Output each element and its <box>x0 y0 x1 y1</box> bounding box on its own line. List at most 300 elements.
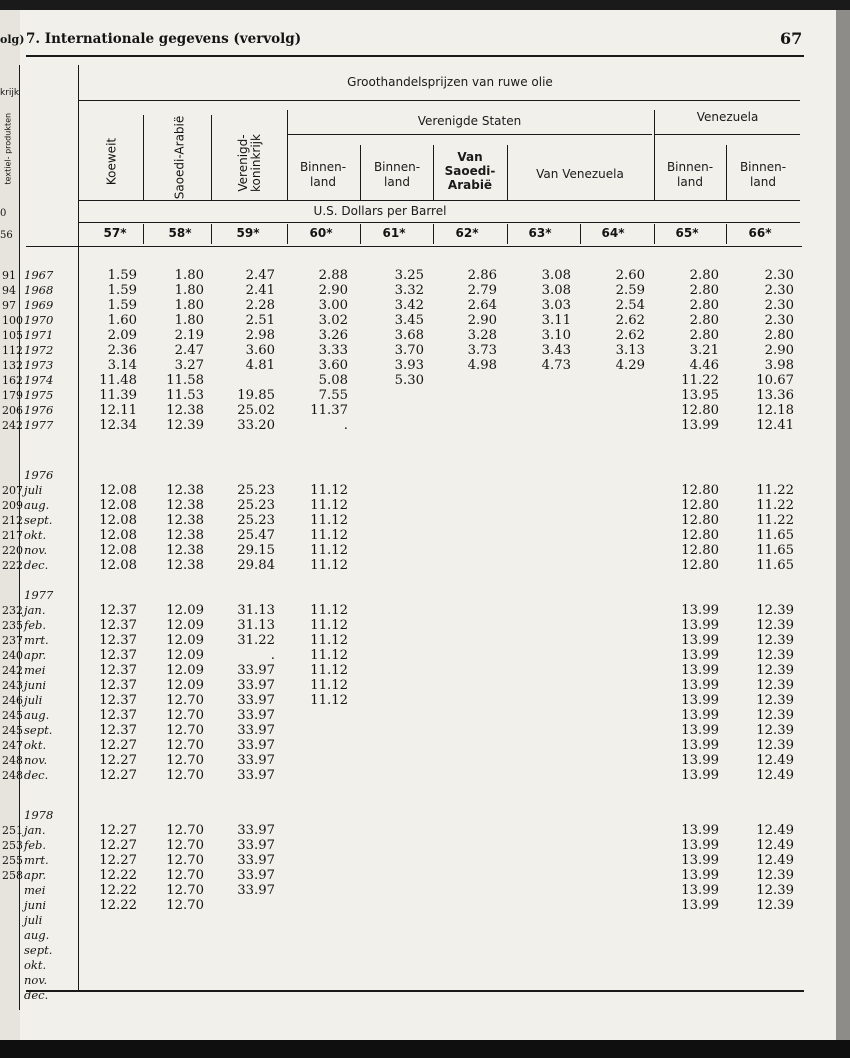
row-label: nov. <box>24 753 48 767</box>
table-cell: 3.70 <box>394 343 424 358</box>
table-cell: 12.09 <box>166 633 204 648</box>
table-cell: 5.30 <box>394 373 424 388</box>
running-head: 7. Internationale gegevens (vervolg) <box>26 31 302 47</box>
column-number: 58* <box>168 226 192 240</box>
left-page-stub-value: 243 <box>2 679 23 692</box>
table-cell: 3.28 <box>467 328 497 343</box>
table-cell: 12.39 <box>756 708 794 723</box>
table-cell: 12.49 <box>756 838 794 853</box>
table-cell: 12.38 <box>166 528 204 543</box>
row-label: 1973 <box>24 358 54 372</box>
table-cell: 2.30 <box>764 298 794 313</box>
table-cell: 11.65 <box>756 543 794 558</box>
row-label: 1971 <box>24 328 54 342</box>
table-cell: 2.80 <box>689 328 719 343</box>
col-header-saoedi-arabie: Saoedi-Arabië <box>172 115 187 200</box>
row-label: nov. <box>24 973 48 987</box>
column-number-separator <box>726 224 727 244</box>
column-number: 64* <box>601 226 625 240</box>
left-page-stub-value: 240 <box>2 649 23 662</box>
hdr-rule-1 <box>143 115 144 200</box>
left-page-stub-value: 237 <box>2 634 23 647</box>
row-label: mei <box>24 663 46 677</box>
table-cell: 12.08 <box>99 513 137 528</box>
table-cell: 3.73 <box>467 343 497 358</box>
table-cell: 1.80 <box>174 283 204 298</box>
table-cell: 12.37 <box>99 648 137 663</box>
table-cell: 11.22 <box>756 513 794 528</box>
table-cell: 1.59 <box>107 268 137 283</box>
table-cell: 12.38 <box>166 403 204 418</box>
row-label: 1974 <box>24 373 54 387</box>
table-cell: 12.70 <box>166 823 204 838</box>
table-cell: 3.00 <box>318 298 348 313</box>
title-rule <box>78 100 800 101</box>
row-label: mrt. <box>24 853 49 867</box>
table-cell: 12.80 <box>681 403 719 418</box>
table-cell: 2.90 <box>467 313 497 328</box>
group-verenigde-staten: Verenigde Staten <box>417 114 522 128</box>
row-label: feb. <box>24 618 47 632</box>
table-cell: 2.88 <box>318 268 348 283</box>
table-cell: 3.43 <box>541 343 571 358</box>
table-cell: 12.08 <box>99 558 137 573</box>
table-cell: 13.99 <box>681 738 719 753</box>
table-cell: 33.97 <box>237 838 275 853</box>
left-page-stub-value: 212 <box>2 514 23 527</box>
table-cell: 12.09 <box>166 663 204 678</box>
table-cell: 12.70 <box>166 693 204 708</box>
table-cell: 11.12 <box>310 543 348 558</box>
table-cell: 13.95 <box>681 388 719 403</box>
table-cell: 1.59 <box>107 283 137 298</box>
hdr-rule-8 <box>726 145 727 200</box>
table-cell: 11.12 <box>310 648 348 663</box>
table-cell: 12.70 <box>166 853 204 868</box>
table-cell: 1.59 <box>107 298 137 313</box>
table-cell: 12.08 <box>99 543 137 558</box>
left-page-stub-value: 207 <box>2 484 23 497</box>
table-cell: 12.70 <box>166 768 204 783</box>
row-label: juli <box>24 693 43 707</box>
table-cell: 11.53 <box>166 388 204 403</box>
left-page-stub-value: 246 <box>2 694 23 707</box>
col-header-binnenland-65: Binnen- land <box>666 160 714 189</box>
row-label: 1975 <box>24 388 54 402</box>
table-cell: 12.80 <box>681 498 719 513</box>
table-cell: 7.55 <box>318 388 348 403</box>
row-label: jan. <box>24 603 46 617</box>
page-number: 67 <box>780 29 803 48</box>
column-number: 57* <box>103 226 127 240</box>
left-page-stub-value: 245 <box>2 709 23 722</box>
table-cell: 2.80 <box>689 283 719 298</box>
table-top-rule <box>26 55 804 57</box>
table-cell: 3.03 <box>541 298 571 313</box>
left-page-stub-value: 248 <box>2 769 23 782</box>
table-cell: 12.80 <box>681 483 719 498</box>
table-cell: 11.37 <box>310 403 348 418</box>
table-cell: 12.70 <box>166 868 204 883</box>
table-cell: 12.70 <box>166 738 204 753</box>
group-rule-vs <box>287 134 652 135</box>
left-page-stub-value: 258 <box>2 869 23 882</box>
table-cell: 5.08 <box>318 373 348 388</box>
table-cell: 13.36 <box>756 388 794 403</box>
table-cell: 13.99 <box>681 838 719 853</box>
table-cell: 33.97 <box>237 753 275 768</box>
table-cell: 1.80 <box>174 298 204 313</box>
table-cell: 12.38 <box>166 483 204 498</box>
left-fragment-top: olg) <box>0 33 25 46</box>
table-cell: 12.41 <box>756 418 794 433</box>
left-page-stub-value: 253 <box>2 839 23 852</box>
table-cell: 12.09 <box>166 618 204 633</box>
left-page-stub-value: 232 <box>2 604 23 617</box>
left-page-stub-value: 242 <box>2 419 23 432</box>
unit-label: U.S. Dollars per Barrel <box>313 204 447 218</box>
table-cell: 2.41 <box>245 283 275 298</box>
row-label: okt. <box>24 738 47 752</box>
table-cell: 12.70 <box>166 838 204 853</box>
table-cell: 12.80 <box>681 543 719 558</box>
table-cell: 2.64 <box>467 298 497 313</box>
left-page-stub-value: 242 <box>2 664 23 677</box>
column-number: 66* <box>748 226 772 240</box>
colnum-bottom-rule <box>26 246 802 247</box>
table-cell: 33.97 <box>237 708 275 723</box>
table-cell: 2.80 <box>689 298 719 313</box>
column-number-separator <box>654 224 655 244</box>
row-label: sept. <box>24 513 53 527</box>
table-cell: 12.70 <box>166 883 204 898</box>
table-cell: 11.12 <box>310 513 348 528</box>
row-label: juli <box>24 483 43 497</box>
table-cell: 31.13 <box>237 618 275 633</box>
table-cell: 11.58 <box>166 373 204 388</box>
table-cell: 12.27 <box>99 738 137 753</box>
table-cell: 3.27 <box>174 358 204 373</box>
row-label: mrt. <box>24 633 49 647</box>
table-cell: 1.80 <box>174 268 204 283</box>
row-label: juli <box>24 913 43 927</box>
table-cell: 33.97 <box>237 883 275 898</box>
table-cell: 12.70 <box>166 708 204 723</box>
table-cell: 12.37 <box>99 723 137 738</box>
table-cell: . <box>270 648 275 663</box>
table-cell: 3.60 <box>245 343 275 358</box>
table-cell: 12.27 <box>99 853 137 868</box>
table-cell: 19.85 <box>237 388 275 403</box>
table-cell: 13.99 <box>681 648 719 663</box>
table-cell: 3.42 <box>394 298 424 313</box>
table-cell: 33.97 <box>237 723 275 738</box>
table-cell: 12.38 <box>166 543 204 558</box>
table-cell: 12.39 <box>166 418 204 433</box>
table-cell: 11.12 <box>310 678 348 693</box>
table-cell: 2.80 <box>689 268 719 283</box>
left-fragment-0: 0 <box>0 208 7 219</box>
table-cell: 2.30 <box>764 313 794 328</box>
table-cell: 11.22 <box>756 498 794 513</box>
table-cell: 2.90 <box>318 283 348 298</box>
table-cell: 13.99 <box>681 418 719 433</box>
col-header-binnenland-60: Binnen- land <box>299 160 347 189</box>
table-cell: 3.26 <box>318 328 348 343</box>
table-cell: 13.99 <box>681 753 719 768</box>
col-header-verenigd-koninkrijk: Verenigd- koninkrijk <box>236 134 263 192</box>
table-cell: 2.47 <box>245 268 275 283</box>
table-cell: 13.99 <box>681 723 719 738</box>
left-page-stub-value: 97 <box>2 299 16 312</box>
left-page-stub-value: 235 <box>2 619 23 632</box>
row-label: 1976 <box>24 468 54 482</box>
col-header-van-saoedi-arabie: Van Saoedi- Arabië <box>444 150 496 192</box>
left-page-stub-value: 255 <box>2 854 23 867</box>
table-cell: 12.38 <box>166 558 204 573</box>
table-cell: 12.39 <box>756 678 794 693</box>
row-label: dec. <box>24 558 49 572</box>
table-cell: 29.15 <box>237 543 275 558</box>
left-page-stub-value: 209 <box>2 499 23 512</box>
table-cell: 4.46 <box>689 358 719 373</box>
table-cell: 33.20 <box>237 418 275 433</box>
table-cell: 11.48 <box>99 373 137 388</box>
table-cell: 25.47 <box>237 528 275 543</box>
table-cell: 12.39 <box>756 738 794 753</box>
table-cell: 11.12 <box>310 663 348 678</box>
row-label: 1977 <box>24 588 54 602</box>
table-cell: 12.27 <box>99 838 137 853</box>
table-cell: 2.36 <box>107 343 137 358</box>
table-cell: 2.80 <box>689 313 719 328</box>
left-fragment-vertical: textiel- produkten <box>3 112 13 185</box>
row-label: jan. <box>24 823 46 837</box>
table-cell: 12.39 <box>756 883 794 898</box>
column-number-separator <box>580 224 581 244</box>
table-cell: 13.99 <box>681 678 719 693</box>
table-cell: 12.37 <box>99 603 137 618</box>
table-cell: 12.39 <box>756 648 794 663</box>
hdr-rule-7 <box>654 110 655 200</box>
row-label: 1967 <box>24 268 54 282</box>
table-cell: 33.97 <box>237 663 275 678</box>
table-cell: 4.29 <box>615 358 645 373</box>
table-cell: 12.80 <box>681 513 719 528</box>
row-label: juni <box>24 898 47 912</box>
table-cell: 12.49 <box>756 853 794 868</box>
hdr-rule-3 <box>287 110 288 200</box>
table-cell: 33.97 <box>237 868 275 883</box>
table-cell: 11.12 <box>310 528 348 543</box>
table-cell: 3.21 <box>689 343 719 358</box>
table-cell: 3.08 <box>541 283 571 298</box>
row-label: okt. <box>24 528 47 542</box>
table-cell: 13.99 <box>681 603 719 618</box>
table-cell: 12.39 <box>756 723 794 738</box>
table-cell: 3.98 <box>764 358 794 373</box>
table-cell: 3.13 <box>615 343 645 358</box>
table-cell: 13.99 <box>681 883 719 898</box>
table-cell: 12.37 <box>99 633 137 648</box>
column-number: 65* <box>675 226 699 240</box>
table-cell: 2.86 <box>467 268 497 283</box>
table-cell: 13.99 <box>681 853 719 868</box>
table-cell: 11.39 <box>99 388 137 403</box>
table-cell: 11.12 <box>310 693 348 708</box>
table-cell: 13.99 <box>681 693 719 708</box>
row-label: feb. <box>24 838 47 852</box>
column-number: 63* <box>528 226 552 240</box>
left-page-stub-value: 251 <box>2 824 23 837</box>
table-cell: 31.22 <box>237 633 275 648</box>
column-number: 60* <box>309 226 333 240</box>
row-label: juni <box>24 678 47 692</box>
table-cell: 12.39 <box>756 868 794 883</box>
row-label: 1972 <box>24 343 54 357</box>
group-venezuela: Venezuela <box>696 110 759 124</box>
table-cell: 25.23 <box>237 513 275 528</box>
table-cell: 11.65 <box>756 558 794 573</box>
table-cell: 2.90 <box>764 343 794 358</box>
hdr-rule-4 <box>360 145 361 200</box>
table-cell: 2.60 <box>615 268 645 283</box>
column-number: 62* <box>455 226 479 240</box>
column-number-separator <box>287 224 288 244</box>
table-cell: 33.97 <box>237 823 275 838</box>
page-edge <box>836 10 850 1040</box>
left-page-stub-value: 220 <box>2 544 23 557</box>
table-cell: 12.08 <box>99 483 137 498</box>
table-cell: 12.09 <box>166 648 204 663</box>
row-label: okt. <box>24 958 47 972</box>
row-label: aug. <box>24 928 50 942</box>
table-cell: 12.49 <box>756 823 794 838</box>
table-cell: 12.22 <box>99 883 137 898</box>
row-label: 1968 <box>24 283 54 297</box>
column-number: 59* <box>236 226 260 240</box>
table-cell: 12.38 <box>166 498 204 513</box>
table-cell: 33.97 <box>237 693 275 708</box>
row-label: 1969 <box>24 298 54 312</box>
table-cell: 12.39 <box>756 693 794 708</box>
table-cell: 12.27 <box>99 768 137 783</box>
table-cell: 3.68 <box>394 328 424 343</box>
table-cell: 33.97 <box>237 738 275 753</box>
row-label: sept. <box>24 943 53 957</box>
table-cell: 11.12 <box>310 498 348 513</box>
table-cell: 2.54 <box>615 298 645 313</box>
table-cell: 3.10 <box>541 328 571 343</box>
left-page-stub-value: 112 <box>2 344 23 357</box>
table-cell: 11.12 <box>310 603 348 618</box>
table-cell: 25.02 <box>237 403 275 418</box>
group-rule-venezuela <box>655 134 800 135</box>
colnum-top-rule <box>78 222 800 223</box>
table-cell: 2.79 <box>467 283 497 298</box>
left-page-stub-value: 105 <box>2 329 23 342</box>
table-cell: 4.98 <box>467 358 497 373</box>
row-label: apr. <box>24 648 47 662</box>
table-cell: 12.39 <box>756 618 794 633</box>
table-cell: 2.47 <box>174 343 204 358</box>
table-cell: 3.45 <box>394 313 424 328</box>
table-cell: 2.28 <box>245 298 275 313</box>
row-label: apr. <box>24 868 47 882</box>
table-cell: 33.97 <box>237 768 275 783</box>
table-cell: 11.65 <box>756 528 794 543</box>
table-cell: 13.99 <box>681 708 719 723</box>
left-fragment-56: 56 <box>0 230 13 241</box>
row-label: dec. <box>24 988 49 1002</box>
table-cell: 3.25 <box>394 268 424 283</box>
table-cell: 11.12 <box>310 618 348 633</box>
table-cell: 13.99 <box>681 618 719 633</box>
left-page-stub-value: 206 <box>2 404 23 417</box>
scan-margin <box>0 1040 850 1058</box>
row-label: aug. <box>24 498 50 512</box>
column-number: 61* <box>382 226 406 240</box>
table-cell: 12.37 <box>99 663 137 678</box>
table-cell: 12.49 <box>756 753 794 768</box>
table-cell: 3.32 <box>394 283 424 298</box>
row-label: dec. <box>24 768 49 782</box>
table-bottom-rule <box>26 990 804 992</box>
left-page-stub-value: 179 <box>2 389 23 402</box>
table-cell: 12.80 <box>681 558 719 573</box>
table-cell: 2.51 <box>245 313 275 328</box>
table-cell: 31.13 <box>237 603 275 618</box>
col-header-binnenland-66: Binnen- land <box>739 160 787 189</box>
table-cell: 2.19 <box>174 328 204 343</box>
table-cell: 12.08 <box>99 498 137 513</box>
row-label: sept. <box>24 723 53 737</box>
table-cell: 12.70 <box>166 723 204 738</box>
table-cell: 3.08 <box>541 268 571 283</box>
hdr-rule-5 <box>433 145 434 200</box>
table-cell: 12.22 <box>99 868 137 883</box>
table-cell: 2.62 <box>615 313 645 328</box>
table-cell: 3.14 <box>107 358 137 373</box>
left-page-stub-value: 91 <box>2 269 16 282</box>
table-cell: 12.11 <box>99 403 137 418</box>
row-label: 1978 <box>24 808 54 822</box>
left-page-stub-value: 94 <box>2 284 16 297</box>
col-header-koeweit: Koeweit <box>104 137 119 186</box>
table-cell: 1.80 <box>174 313 204 328</box>
table-cell: 13.99 <box>681 823 719 838</box>
table-cell: 25.23 <box>237 483 275 498</box>
table-cell: 25.23 <box>237 498 275 513</box>
table-cell: 12.37 <box>99 708 137 723</box>
left-page-stub-value: 100 <box>2 314 23 327</box>
table-cell: 3.11 <box>541 313 571 328</box>
table-cell: 4.73 <box>541 358 571 373</box>
book-page <box>0 10 836 1040</box>
left-page-stub-value: 222 <box>2 559 23 572</box>
left-page-stub-value: 245 <box>2 724 23 737</box>
table-cell: 11.22 <box>681 373 719 388</box>
table-cell: 2.80 <box>764 328 794 343</box>
column-number-separator <box>143 224 144 244</box>
table-cell: 10.67 <box>756 373 794 388</box>
table-cell: 12.38 <box>166 513 204 528</box>
hdr-rule-2 <box>211 115 212 200</box>
table-cell: 12.34 <box>99 418 137 433</box>
table-cell: 29.84 <box>237 558 275 573</box>
unit-top-rule <box>78 200 800 201</box>
left-page-stub-value: 162 <box>2 374 23 387</box>
